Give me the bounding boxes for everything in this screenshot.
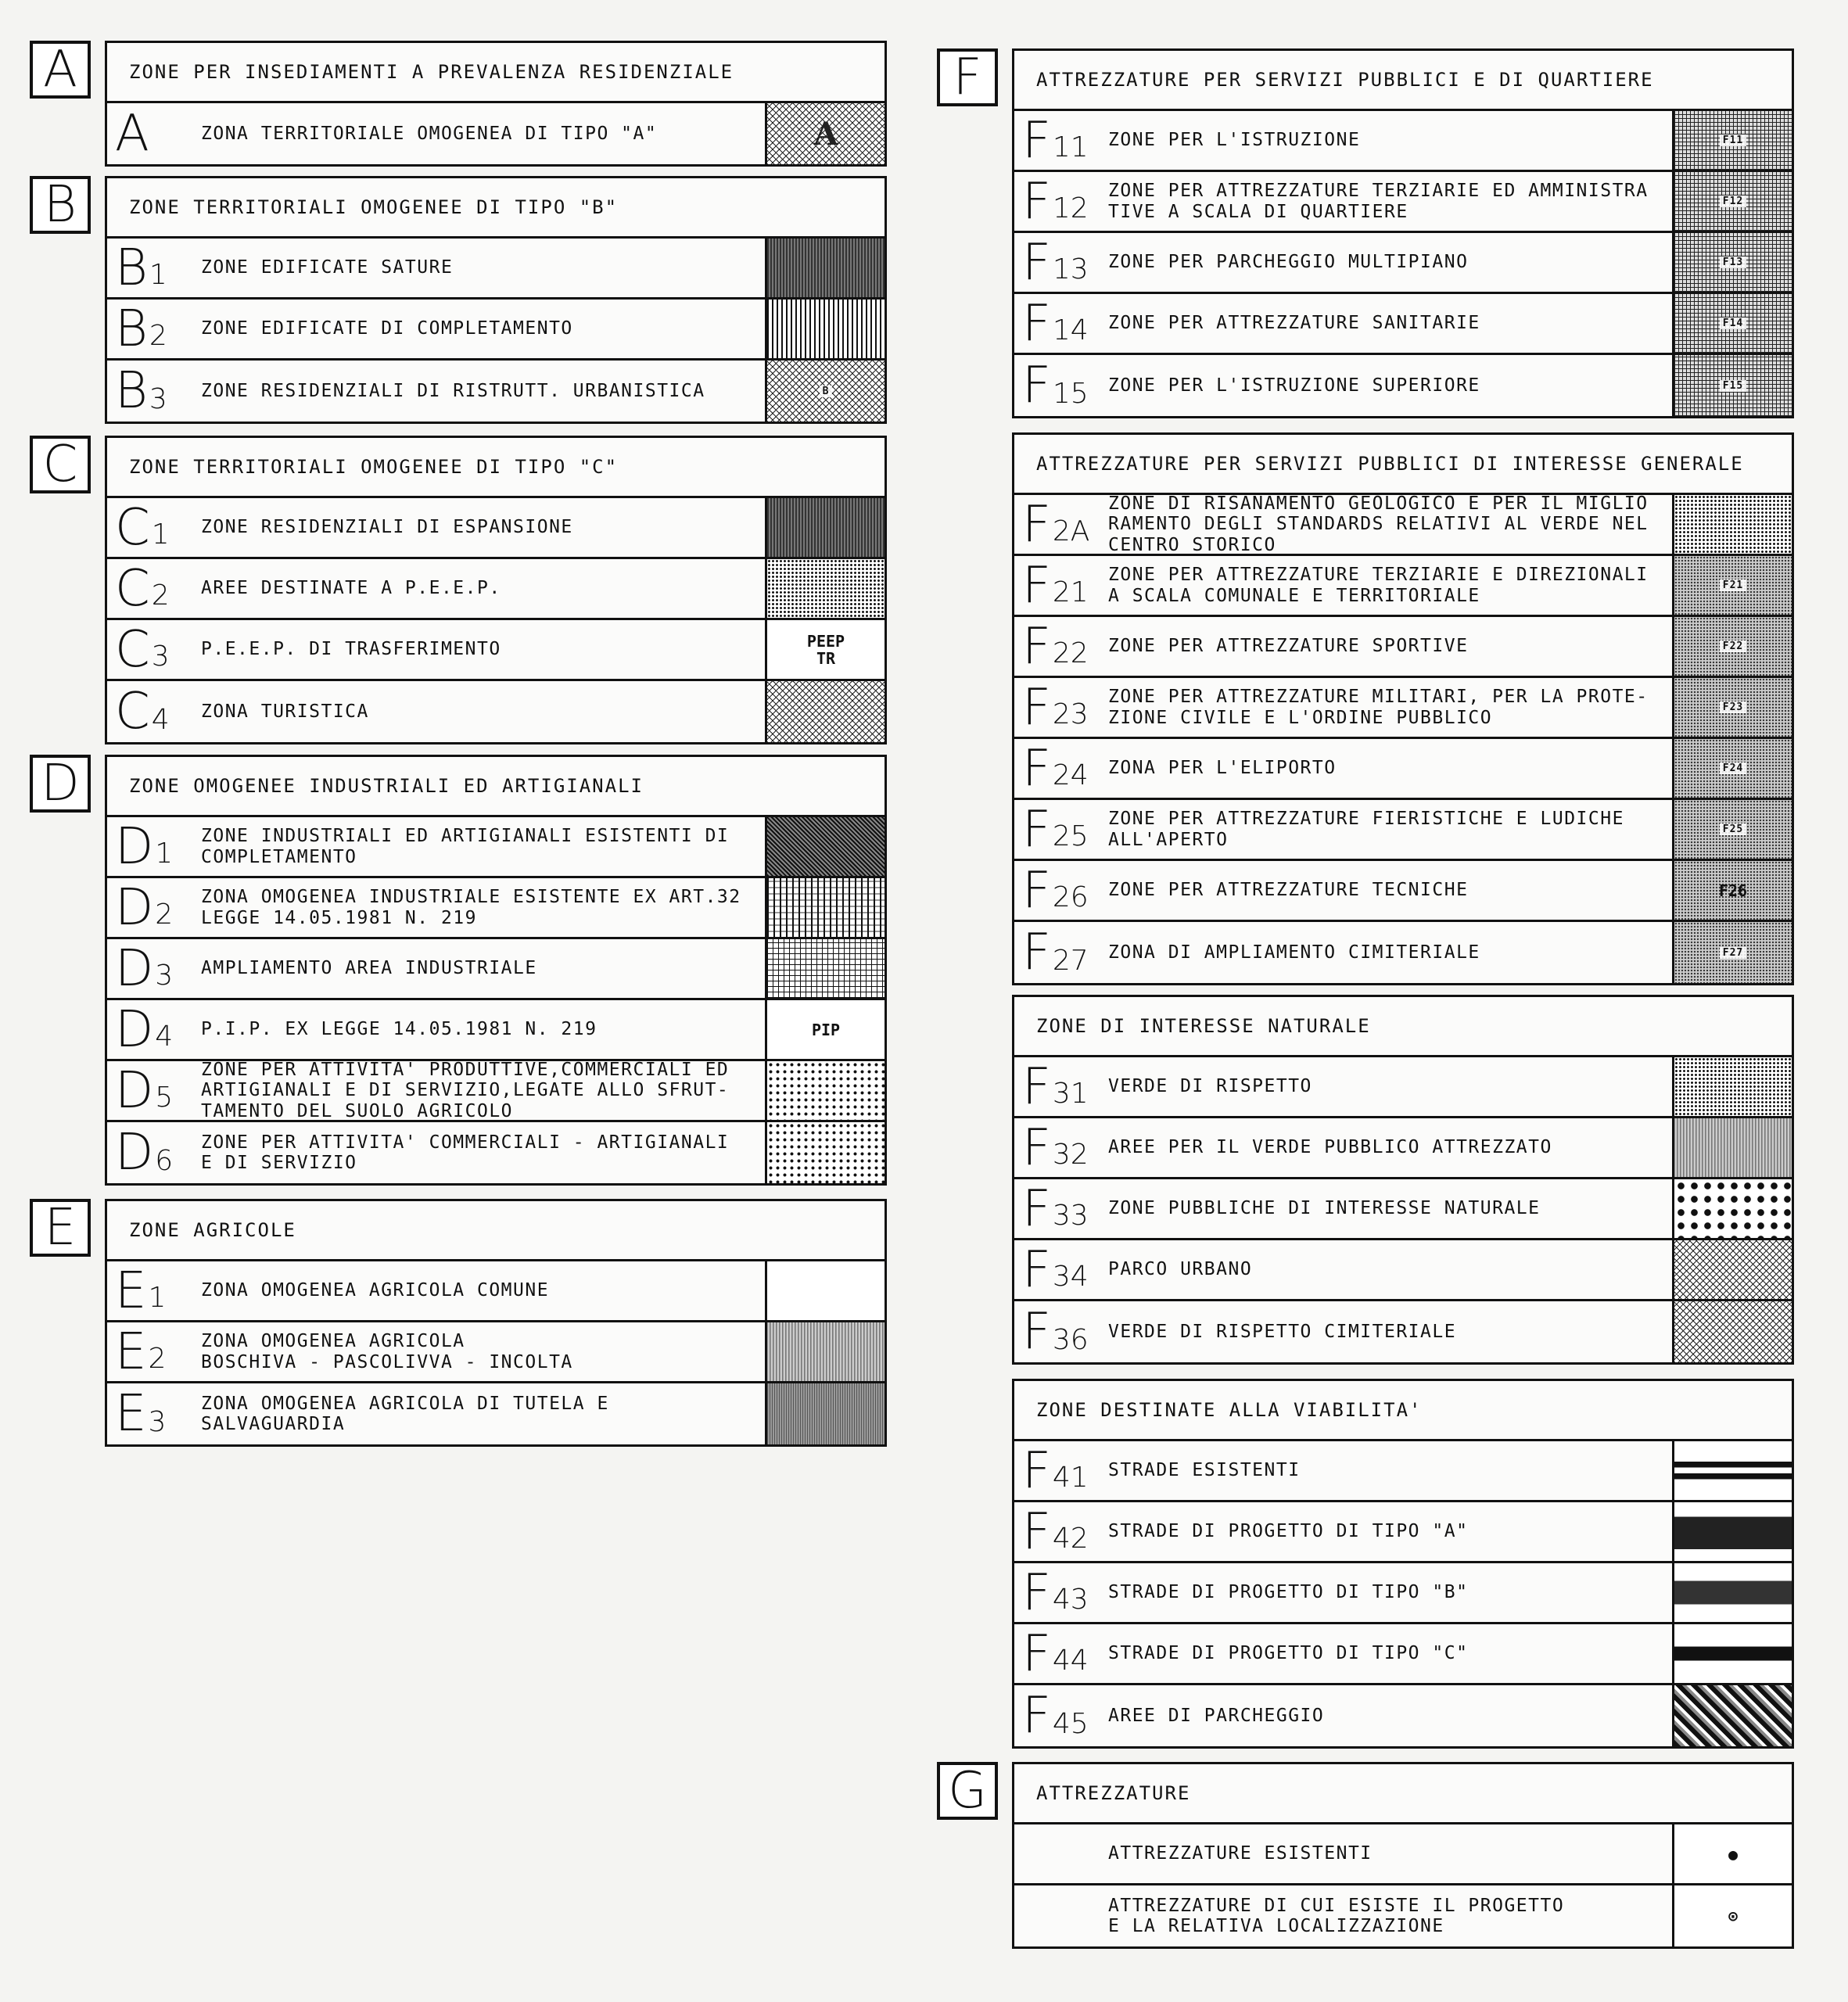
zone-description: AREE DESTINATE A P.E.E.P.	[201, 578, 501, 599]
section-code-box: E	[30, 1199, 91, 1257]
zone-letter: C	[115, 559, 150, 618]
zone-letter: F	[1022, 1179, 1051, 1238]
section-header: ZONE AGRICOLE	[107, 1201, 885, 1261]
zone-description: ATTREZZATURE ESISTENTI	[1108, 1843, 1373, 1864]
hatch-pattern-swatch	[765, 103, 885, 164]
hatch-pattern-swatch	[1672, 861, 1792, 920]
zone-number: 4	[151, 704, 170, 736]
legend-row	[1014, 1685, 1792, 1746]
zone-code	[1014, 1685, 1102, 1746]
hatch-pattern-swatch	[1672, 233, 1792, 292]
hatch-pattern-swatch	[1672, 617, 1792, 676]
zone-code	[1014, 111, 1102, 170]
zone-letter: F	[1022, 1240, 1051, 1299]
zone-number: 15	[1052, 378, 1089, 410]
zone-code	[107, 559, 195, 618]
swatch-label: F11	[1720, 135, 1746, 146]
zone-code	[1014, 1824, 1102, 1883]
zone-number: 1	[149, 259, 167, 291]
zone-letter: F	[1022, 111, 1051, 170]
zone-code	[107, 361, 195, 422]
hatch-pattern-swatch	[1672, 739, 1792, 798]
section-header: ATTREZZATURE PER SERVIZI PUBBLICI E DI QUARTIERE	[1014, 51, 1792, 111]
zone-letter: D	[115, 817, 154, 876]
section-header: ZONE DESTINATE ALLA VIABILITA'	[1014, 1381, 1792, 1441]
zone-letter: A	[115, 105, 149, 163]
zone-description: PARCO URBANO	[1108, 1259, 1253, 1280]
zone-code	[1014, 1885, 1102, 1946]
zone-description: ZONE PER L'ISTRUZIONE	[1108, 130, 1361, 151]
zone-letter: B	[115, 300, 148, 358]
zone-code	[1014, 233, 1102, 292]
hatch-pattern-swatch	[1672, 1179, 1792, 1238]
zone-number: 14	[1052, 314, 1089, 346]
swatch-label: ●	[1728, 1844, 1739, 1864]
zone-code	[1014, 1624, 1102, 1683]
zone-number: 3	[149, 383, 167, 415]
zone-code	[107, 239, 195, 297]
zone-description: ZONA OMOGENEA AGRICOLA COMUNE	[201, 1280, 550, 1301]
legend-table	[105, 755, 887, 1186]
zone-description: VERDE DI RISPETTO	[1108, 1076, 1312, 1097]
zone-description: ZONA TERRITORIALE OMOGENEA DI TIPO "A"	[201, 123, 658, 144]
legend-table	[1012, 48, 1794, 418]
zone-letter: F	[1022, 924, 1051, 981]
zone-code	[107, 878, 195, 937]
zone-letter: F	[1022, 1441, 1051, 1500]
zone-code	[1014, 800, 1102, 859]
hatch-pattern-swatch	[1672, 1441, 1792, 1500]
section-header: ATTREZZATURE PER SERVIZI PUBBLICI DI INTERESSE GENERALE	[1014, 435, 1792, 495]
swatch-label: F12	[1720, 196, 1746, 207]
zone-description: ZONA PER L'ELIPORTO	[1108, 758, 1337, 779]
hatch-pattern-swatch	[765, 1322, 885, 1381]
zone-code	[107, 300, 195, 358]
hatch-pattern-swatch	[1672, 1301, 1792, 1362]
zone-code	[107, 103, 195, 164]
zone-letter: F	[1022, 800, 1051, 859]
legend-row	[1014, 1301, 1792, 1362]
zone-description: ZONE PER ATTREZZATURE FIERISTICHE E LUDICHE ALL'APERTO	[1108, 809, 1624, 850]
zone-letter: F	[1022, 617, 1051, 676]
zone-letter: F	[1022, 861, 1051, 920]
hatch-pattern-swatch	[1672, 1885, 1792, 1946]
zone-letter: F	[1022, 556, 1051, 615]
legend-row	[107, 300, 885, 361]
hatch-pattern-swatch	[1672, 922, 1792, 983]
hatch-pattern-swatch	[765, 239, 885, 297]
zone-number: 23	[1052, 698, 1089, 730]
zone-number: 1	[151, 518, 170, 551]
swatch-label: F15	[1720, 380, 1746, 392]
legend-row	[107, 1000, 885, 1061]
zone-number: 41	[1052, 1462, 1089, 1494]
zone-code	[1014, 1179, 1102, 1238]
legend-row	[107, 939, 885, 1000]
section-code-box: A	[30, 41, 91, 99]
hatch-pattern-swatch	[1672, 556, 1792, 615]
zone-number: 27	[1052, 945, 1089, 977]
zone-letter: F	[1022, 678, 1051, 737]
zone-number: 31	[1052, 1078, 1089, 1110]
zone-letter: B	[115, 362, 148, 420]
hatch-pattern-swatch	[765, 817, 885, 876]
zone-code	[1014, 495, 1102, 554]
legend-table	[105, 436, 887, 744]
zone-description: ZONE PER ATTIVITA' COMMERCIALI - ARTIGIANALI E DI SERVIZIO	[201, 1132, 730, 1173]
zone-code	[1014, 617, 1102, 676]
zone-number: 22	[1052, 637, 1089, 669]
zone-number: 21	[1052, 576, 1089, 608]
zone-number: 36	[1052, 1324, 1089, 1356]
zone-code	[1014, 1441, 1102, 1500]
legend-table	[1012, 1379, 1794, 1749]
swatch-label: F26	[1718, 881, 1748, 900]
legend-table	[1012, 995, 1794, 1365]
zone-code	[1014, 355, 1102, 416]
zone-description: ZONE DI RISANAMENTO GEOLOGICO E PER IL MIGLIO RAMENTO DEGLI STANDARDS RELATIVI AL VERDE NEL CENTRO STORICO	[1108, 493, 1649, 555]
legend-row	[1014, 1624, 1792, 1685]
zone-description: STRADE DI PROGETTO DI TIPO "A"	[1108, 1521, 1469, 1542]
legend-table	[1012, 432, 1794, 985]
legend-row	[1014, 861, 1792, 922]
zone-number: 2	[155, 899, 174, 931]
section-header: ZONE DI INTERESSE NATURALE	[1014, 997, 1792, 1057]
legend-row	[1014, 111, 1792, 172]
section-header: ZONE TERRITORIALI OMOGENEE DI TIPO "B"	[107, 178, 885, 239]
zone-description: ZONE PER ATTREZZATURE SPORTIVE	[1108, 636, 1469, 657]
hatch-pattern-swatch	[1672, 1824, 1792, 1883]
zone-number: 2	[151, 579, 170, 612]
legend-row	[1014, 739, 1792, 800]
legend-row	[1014, 355, 1792, 416]
zone-code	[1014, 172, 1102, 231]
swatch-label: F22	[1720, 640, 1746, 652]
zone-number: 3	[151, 640, 170, 673]
zone-description: ZONE INDUSTRIALI ED ARTIGIANALI ESISTENTI DI COMPLETAMENTO	[201, 826, 730, 867]
zone-letter: F	[1022, 357, 1051, 414]
legend-row	[107, 817, 885, 878]
legend-row	[1014, 172, 1792, 233]
zone-description: ZONE PER ATTREZZATURE TERZIARIE ED AMMINISTRA TIVE A SCALA DI QUARTIERE	[1108, 181, 1649, 222]
section-header: ZONE TERRITORIALI OMOGENEE DI TIPO "C"	[107, 438, 885, 498]
legend-table	[105, 41, 887, 167]
zone-letter: F	[1022, 1118, 1051, 1177]
section-code-box: F	[937, 48, 998, 106]
zone-description: STRADE DI PROGETTO DI TIPO "B"	[1108, 1582, 1469, 1603]
legend-table	[105, 176, 887, 424]
hatch-pattern-swatch	[1672, 1563, 1792, 1622]
zone-letter: C	[115, 620, 150, 679]
hatch-pattern-swatch	[1672, 1057, 1792, 1116]
legend-row	[1014, 1441, 1792, 1502]
zone-code	[1014, 922, 1102, 983]
zone-code	[1014, 678, 1102, 737]
swatch-label: F13	[1720, 257, 1746, 268]
section-header: ZONE PER INSEDIAMENTI A PREVALENZA RESIDENZIALE	[107, 43, 885, 103]
zone-letter: E	[115, 1261, 147, 1320]
zone-description: AREE PER IL VERDE PUBBLICO ATTREZZATO	[1108, 1137, 1552, 1158]
zone-description: ZONA TURISTICA	[201, 701, 369, 722]
legend-row	[1014, 617, 1792, 678]
zone-code	[107, 939, 195, 998]
hatch-pattern-swatch	[1672, 1118, 1792, 1177]
zone-code	[1014, 1563, 1102, 1622]
hatch-pattern-swatch	[1672, 111, 1792, 170]
zone-description: ZONE PER ATTREZZATURE MILITARI, PER LA PROTE- ZIONE CIVILE E L'ORDINE PUBBLICO	[1108, 687, 1649, 728]
zone-letter: D	[115, 1124, 154, 1182]
hatch-pattern-swatch	[765, 1383, 885, 1444]
zone-number: 13	[1052, 253, 1089, 285]
zone-number: 4	[155, 1021, 174, 1053]
legend-row	[107, 1261, 885, 1322]
section-code-box: B	[30, 176, 91, 234]
zone-code	[1014, 1301, 1102, 1362]
zone-description: ZONE PUBBLICHE DI INTERESSE NATURALE	[1108, 1198, 1541, 1219]
hatch-pattern-swatch	[765, 878, 885, 937]
legend-row	[1014, 495, 1792, 556]
hatch-pattern-swatch	[1672, 1685, 1792, 1746]
zone-letter: F	[1022, 1057, 1051, 1116]
swatch-label: A	[813, 115, 838, 152]
zone-code	[107, 1061, 195, 1120]
legend-row	[1014, 1502, 1792, 1563]
zone-code	[107, 620, 195, 679]
zone-letter: D	[115, 1000, 154, 1059]
swatch-label: ⊙	[1728, 1907, 1739, 1925]
swatch-label: F14	[1720, 318, 1746, 329]
zone-description: AREE DI PARCHEGGIO	[1108, 1705, 1325, 1726]
zone-description: P.E.E.P. DI TRASFERIMENTO	[201, 639, 501, 660]
zone-letter: F	[1022, 1624, 1051, 1683]
legend-row	[107, 498, 885, 559]
swatch-label: PIP	[811, 1020, 841, 1039]
zone-letter: E	[115, 1385, 147, 1443]
zone-number: 2	[148, 1343, 167, 1375]
zone-number: 2	[149, 320, 167, 352]
zone-number: 42	[1052, 1523, 1089, 1555]
legend-row	[1014, 1179, 1792, 1240]
zone-number: 6	[155, 1145, 174, 1177]
hatch-pattern-swatch	[765, 1122, 885, 1183]
zone-description: ZONE PER ATTREZZATURE TECNICHE	[1108, 880, 1469, 901]
hatch-pattern-swatch	[765, 620, 885, 679]
zone-number: 2A	[1052, 515, 1090, 547]
zone-number: 43	[1052, 1584, 1089, 1616]
legend-table	[105, 1199, 887, 1447]
zone-code	[107, 1000, 195, 1059]
zone-number: 1	[148, 1282, 167, 1314]
zone-letter: D	[115, 878, 154, 937]
zone-code	[107, 1261, 195, 1320]
zone-description: ZONE PER PARCHEGGIO MULTIPIANO	[1108, 252, 1469, 273]
legend-row	[1014, 556, 1792, 617]
zone-letter: C	[115, 683, 150, 741]
zone-description: ZONE EDIFICATE SATURE	[201, 257, 454, 278]
hatch-pattern-swatch	[765, 300, 885, 358]
zone-description: ZONE PER ATTIVITA' PRODUTTIVE,COMMERCIALI ED ARTIGIANALI E DI SERVIZIO,LEGATE ALLO SFRUT- TAMENTO DEL SUOLO AGRICOLO	[201, 1059, 730, 1121]
hatch-pattern-swatch	[765, 681, 885, 742]
zone-description: P.I.P. EX LEGGE 14.05.1981 N. 219	[201, 1019, 597, 1040]
zone-letter: F	[1022, 1502, 1051, 1561]
zone-description: ZONE RESIDENZIALI DI RISTRUTT. URBANISTICA	[201, 380, 705, 401]
zone-code	[1014, 556, 1102, 615]
zone-number: 33	[1052, 1200, 1089, 1232]
hatch-pattern-swatch	[1672, 355, 1792, 416]
zone-number: 32	[1052, 1139, 1089, 1171]
section-header: ZONE OMOGENEE INDUSTRIALI ED ARTIGIANALI	[107, 757, 885, 817]
zone-letter: F	[1022, 739, 1051, 798]
zone-code	[107, 817, 195, 876]
zone-description: STRADE ESISTENTI	[1108, 1460, 1301, 1481]
zone-letter: F	[1022, 1563, 1051, 1622]
legend-row	[1014, 294, 1792, 355]
section-code-box: G	[937, 1762, 998, 1820]
legend-row	[1014, 1240, 1792, 1301]
legend-row	[1014, 1885, 1792, 1946]
zone-description: ZONE PER ATTREZZATURE TERZIARIE E DIREZIONALI A SCALA COMUNALE E TERRITORIALE	[1108, 565, 1649, 606]
zone-code	[1014, 1118, 1102, 1177]
zone-description: AMPLIAMENTO AREA INDUSTRIALE	[201, 958, 537, 979]
zone-code	[1014, 1057, 1102, 1116]
swatch-label: PEEP TR	[806, 631, 845, 668]
zone-number: 1	[155, 838, 174, 870]
zone-code	[107, 1383, 195, 1444]
hatch-pattern-swatch	[1672, 800, 1792, 859]
zone-description: ZONE PER L'ISTRUZIONE SUPERIORE	[1108, 375, 1480, 396]
zone-number: 25	[1052, 820, 1089, 852]
zone-letter: C	[115, 498, 150, 557]
zone-number: 11	[1052, 131, 1089, 163]
zone-description: ZONA OMOGENEA AGRICOLA DI TUTELA E SALVAGUARDIA	[201, 1393, 609, 1434]
hatch-pattern-swatch	[765, 1061, 885, 1120]
legend-row	[107, 681, 885, 742]
legend-row	[107, 361, 885, 422]
hatch-pattern-swatch	[1672, 1624, 1792, 1683]
zone-letter: D	[115, 939, 154, 998]
zone-letter: F	[1022, 495, 1051, 554]
zone-code	[107, 498, 195, 557]
hatch-pattern-swatch	[1672, 1502, 1792, 1561]
legend-row	[107, 103, 885, 164]
zone-number: 45	[1052, 1708, 1089, 1740]
swatch-label: B	[820, 386, 833, 397]
zone-number: 5	[155, 1082, 174, 1114]
zone-code	[1014, 1502, 1102, 1561]
legend-row	[107, 620, 885, 681]
zone-letter: F	[1022, 172, 1051, 231]
zone-number: 26	[1052, 881, 1089, 913]
legend-table	[1012, 1762, 1794, 1949]
legend-row	[1014, 678, 1792, 739]
zone-letter: F	[1022, 294, 1051, 353]
legend-row	[107, 239, 885, 300]
hatch-pattern-swatch	[1672, 294, 1792, 353]
zone-description: ZONE PER ATTREZZATURE SANITARIE	[1108, 313, 1480, 334]
legend-row	[1014, 800, 1792, 861]
hatch-pattern-swatch	[765, 498, 885, 557]
swatch-label: F27	[1720, 947, 1746, 959]
zone-number: 24	[1052, 759, 1089, 791]
zone-letter: F	[1022, 1687, 1051, 1745]
swatch-label: F23	[1720, 701, 1746, 713]
zone-description: ZONA OMOGENEA AGRICOLA BOSCHIVA - PASCOLIVVA - INCOLTA	[201, 1331, 573, 1372]
legend-row	[107, 878, 885, 939]
zone-code	[107, 1122, 195, 1183]
zone-number: 44	[1052, 1645, 1089, 1677]
zone-letter: E	[115, 1322, 147, 1381]
hatch-pattern-swatch	[1672, 172, 1792, 231]
zone-code	[1014, 1240, 1102, 1299]
legend-row	[1014, 1118, 1792, 1179]
zone-code	[1014, 739, 1102, 798]
legend-row	[107, 1122, 885, 1183]
zone-description: STRADE DI PROGETTO DI TIPO "C"	[1108, 1643, 1469, 1664]
legend-row	[1014, 1057, 1792, 1118]
zone-description: ZONA OMOGENEA INDUSTRIALE ESISTENTE EX ART.32 LEGGE 14.05.1981 N. 219	[201, 887, 741, 928]
hatch-pattern-swatch	[765, 939, 885, 998]
hatch-pattern-swatch	[765, 1000, 885, 1059]
zone-letter: F	[1022, 233, 1051, 292]
zone-description: ATTREZZATURE DI CUI ESISTE IL PROGETTO E LA RELATIVA LOCALIZZAZIONE	[1108, 1895, 1565, 1936]
section-header: ATTREZZATURE	[1014, 1764, 1792, 1824]
legend-row	[1014, 1824, 1792, 1885]
zone-code	[107, 681, 195, 742]
zone-number: 34	[1052, 1261, 1089, 1293]
zone-description: ZONE EDIFICATE DI COMPLETAMENTO	[201, 318, 573, 339]
zone-letter: B	[115, 239, 148, 297]
zone-number: 3	[148, 1406, 167, 1438]
hatch-pattern-swatch	[765, 361, 885, 422]
hatch-pattern-swatch	[1672, 1240, 1792, 1299]
swatch-label: F21	[1720, 579, 1746, 591]
zone-description: ZONE RESIDENZIALI DI ESPANSIONE	[201, 517, 573, 538]
section-code-box: D	[30, 755, 91, 813]
zone-number: 3	[155, 960, 174, 992]
zone-description: ZONA DI AMPLIAMENTO CIMITERIALE	[1108, 942, 1480, 963]
section-code-box: C	[30, 436, 91, 493]
hatch-pattern-swatch	[1672, 495, 1792, 554]
legend-row	[1014, 233, 1792, 294]
zone-letter: D	[115, 1061, 154, 1120]
zone-letter: F	[1022, 1303, 1051, 1361]
zone-code	[1014, 294, 1102, 353]
legend-row	[107, 1383, 885, 1444]
zone-code	[107, 1322, 195, 1381]
legend-row	[107, 1322, 885, 1383]
swatch-label: F25	[1720, 823, 1746, 835]
swatch-label: F24	[1720, 762, 1746, 774]
legend-row	[107, 1061, 885, 1122]
zone-code	[1014, 861, 1102, 920]
hatch-pattern-swatch	[765, 1261, 885, 1320]
legend-row	[1014, 1563, 1792, 1624]
zone-description: VERDE DI RISPETTO CIMITERIALE	[1108, 1321, 1457, 1342]
hatch-pattern-swatch	[765, 559, 885, 618]
legend-row	[107, 559, 885, 620]
zone-number: 12	[1052, 192, 1089, 224]
hatch-pattern-swatch	[1672, 678, 1792, 737]
legend-row	[1014, 922, 1792, 983]
